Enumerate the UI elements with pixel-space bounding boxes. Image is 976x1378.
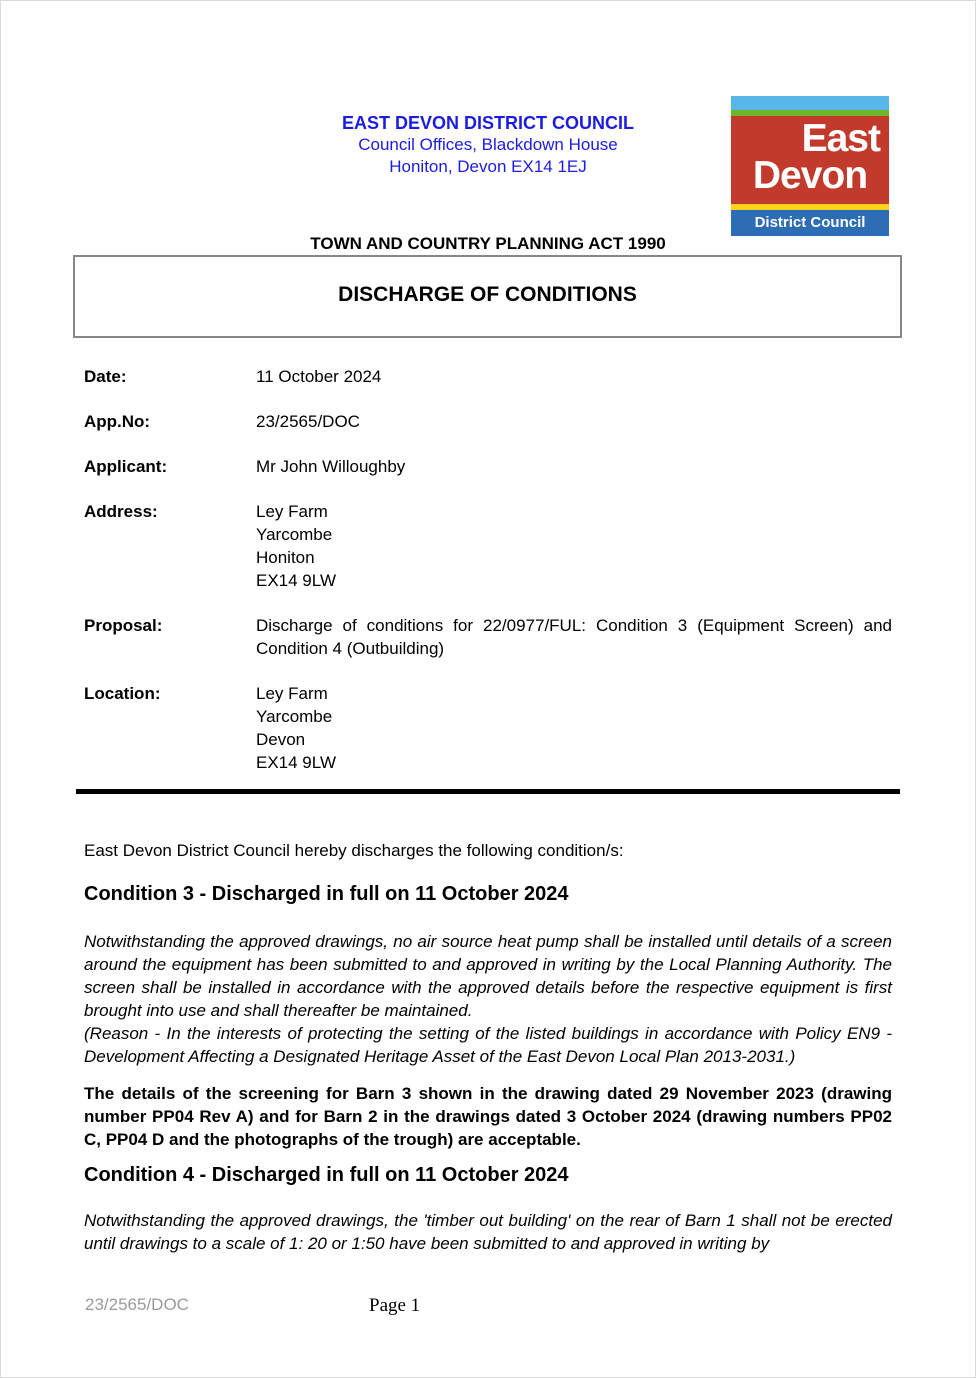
section-divider [76,789,900,794]
condition-3-decision-text: The details of the screening for Barn 3 shown in the drawing dated 29 November 2023 (drawing number PP04 Rev A) and for Barn 2 in the drawings dated 3 October 2024 (drawing numbers PP02 C, PP04 D and the photographs of the trough) are acceptable. [84,1084,892,1149]
condition-3-text-block [84,930,892,1068]
page-footer [1,1295,975,1319]
address-line: Yarcombe [256,525,333,544]
detail-value: 23/2565/DOC [256,412,360,431]
detail-value: Mr John Willoughby [256,457,406,476]
detail-row-address [84,500,892,592]
council-address-line-1: Council Offices, Blackdown House [358,135,618,154]
detail-value: 11 October 2024 [256,367,382,386]
council-name: EAST DEVON DISTRICT COUNCIL [341,113,634,133]
detail-label: Date: [84,367,127,386]
detail-label: Address: [84,502,158,521]
detail-label: Proposal: [84,616,163,635]
detail-value [256,682,892,774]
logo-caption: District Council [731,210,889,236]
logo-text-east: East [801,117,880,160]
detail-row-date [84,365,892,388]
act-title: TOWN AND COUNTRY PLANNING ACT 1990 [310,234,666,253]
detail-row-appno [84,410,892,433]
footer-application-number: 23/2565/DOC [85,1295,189,1314]
discharge-intro: East Devon District Council hereby discharges the following condition/s: [84,841,624,860]
east-devon-logo [731,96,889,236]
logo-text-devon: Devon [752,154,868,197]
detail-row-proposal [84,614,892,660]
detail-value: Discharge of conditions for 22/0977/FUL: Condition 3 (Equipment Screen) and Condition 4 (Outbuilding) [256,616,892,658]
document-title-box [73,255,902,338]
condition-3-heading: Condition 3 - Discharged in full on 11 October 2024 [84,883,569,905]
condition-3-condition-text: Notwithstanding the approved drawings, no air source heat pump shall be installed until details of a screen around the equipment has been submitted to and approved in writing by the Local Planning Authority. The screen shall be installed in accordance with the approved details before the respective equipment is first brought into use and shall thereafter be maintained. [84,932,892,1020]
detail-label: Location: [84,684,161,703]
letterhead [1,1,975,233]
council-address-line-2: Honiton, Devon EX14 1EJ [389,157,587,176]
location-line: Devon [256,730,306,749]
condition-3-reason-text: (Reason - In the interests of protecting the setting of the listed buildings in accordance with Policy EN9 - Development Affecting a Designated Heritage Asset of the East Devon Local Plan 2013-2031.) [84,1024,892,1066]
document-title: DISCHARGE OF CONDITIONS [338,283,637,306]
detail-value [256,500,892,592]
location-line: Yarcombe [256,707,333,726]
condition-4-condition-text: Notwithstanding the approved drawings, the 'timber out building' on the rear of Barn 1 shall not be erected until drawings to a scale of 1: 20 or 1:50 have been submitted to and approved in writing by [84,1211,892,1253]
address-line: Ley Farm [256,502,328,521]
footer-page-number: Page 1 [369,1295,421,1316]
application-details [84,365,892,774]
address-line: Honiton [256,548,315,567]
location-line: Ley Farm [256,684,328,703]
detail-row-applicant [84,455,892,478]
condition-4-heading: Condition 4 - Discharged in full on 11 October 2024 [84,1164,569,1186]
address-line: EX14 9LW [256,571,337,590]
logo-sky-stripe [731,96,889,110]
detail-label: App.No: [84,412,151,431]
document-content [1,233,975,1255]
location-line: EX14 9LW [256,753,337,772]
detail-label: Applicant: [84,457,168,476]
logo-red-block [731,116,889,204]
detail-row-location [84,682,892,774]
